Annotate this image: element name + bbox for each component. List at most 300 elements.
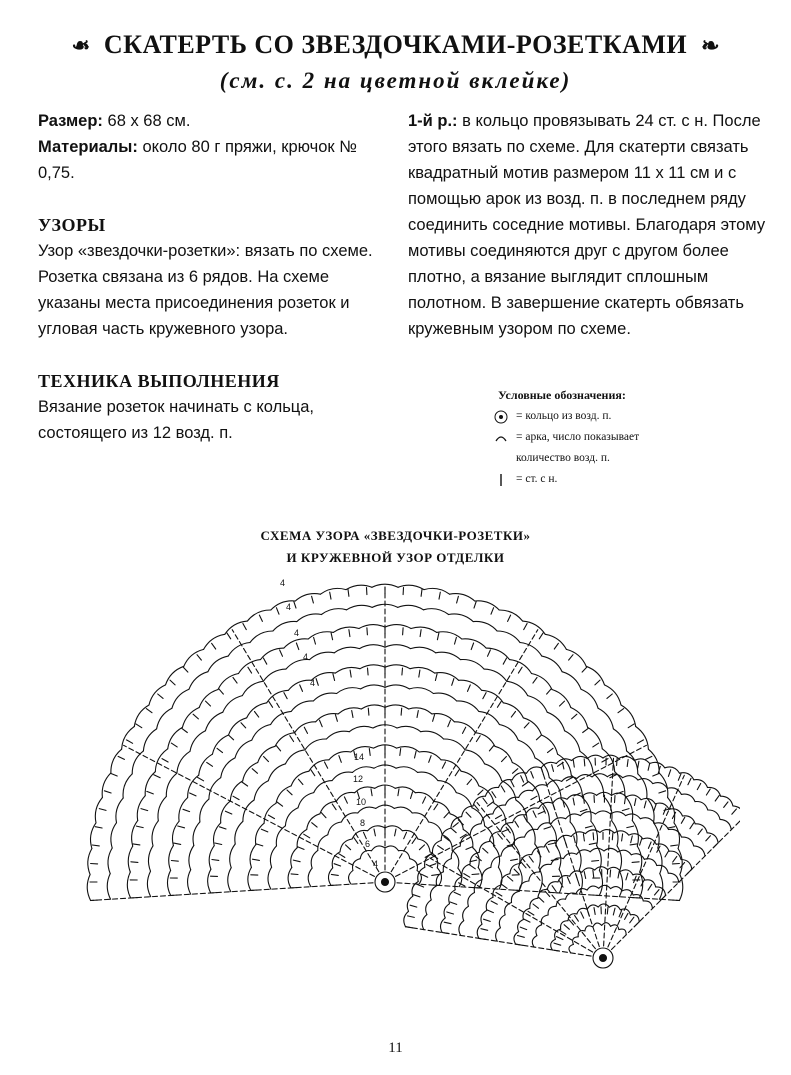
stitch-mark <box>215 843 222 845</box>
arch-count-label: 4 <box>286 602 292 612</box>
arch-mark <box>591 821 598 845</box>
arch-mark <box>332 772 352 781</box>
arch-mark <box>409 688 433 694</box>
arch-mark <box>328 822 342 835</box>
arch-mark <box>421 731 444 739</box>
stitch-mark <box>630 917 634 923</box>
arch-mark <box>460 659 484 669</box>
stitch-mark <box>610 870 611 877</box>
arch-mark <box>655 803 669 809</box>
stitch-mark <box>618 709 624 713</box>
stitch-mark <box>421 874 427 877</box>
stitch-mark <box>444 922 451 924</box>
stitch-mark <box>489 746 493 751</box>
stitch-mark <box>127 740 133 743</box>
arch-mark <box>548 906 556 915</box>
patterns-heading: УЗОРЫ <box>38 215 106 235</box>
arch-mark <box>411 627 437 632</box>
arch-mark <box>223 696 243 713</box>
stitch-mark <box>458 820 463 825</box>
stitch-mark <box>593 833 594 840</box>
stitch-mark <box>162 759 168 762</box>
stitch-mark <box>574 836 576 843</box>
arch-mark <box>411 647 436 653</box>
stitch-mark <box>648 884 652 890</box>
arch-mark <box>360 665 385 669</box>
stitch-mark <box>511 781 514 787</box>
stitch-mark <box>408 916 415 918</box>
arch-mark <box>291 848 297 868</box>
stitch-mark <box>276 608 279 615</box>
stitch-mark <box>522 782 528 786</box>
stitch-mark <box>521 863 526 868</box>
stitch-mark <box>331 633 333 640</box>
arch-mark <box>436 652 461 659</box>
stitch-mark <box>497 701 501 707</box>
stitch-mark <box>533 678 537 684</box>
arch-mark <box>496 928 501 942</box>
rosette-center <box>382 879 389 886</box>
arch-mark <box>205 712 222 731</box>
row1-paragraph <box>408 108 768 342</box>
stitch-mark <box>698 829 702 835</box>
arch-mark <box>385 645 411 649</box>
stitch-mark <box>646 756 652 759</box>
arch-mark <box>270 846 276 867</box>
stitch-mark <box>566 777 572 780</box>
stitch-mark <box>147 791 154 794</box>
arch-mark <box>576 846 581 870</box>
stitch-mark <box>463 727 466 733</box>
stitch-mark <box>368 668 369 675</box>
stitch-mark <box>259 615 262 621</box>
stitch-mark <box>589 843 596 844</box>
stitch-mark <box>364 832 367 838</box>
spoke-mark <box>430 858 593 952</box>
stitch-mark <box>207 762 213 766</box>
spoke-mark <box>406 927 592 956</box>
arch-mark <box>368 826 385 831</box>
page-number: 11 <box>388 1040 403 1056</box>
materials-value: около 80 г пряжи, крючок № 0,75. <box>38 138 357 182</box>
arch-mark <box>499 725 518 741</box>
stitch-mark <box>466 847 473 850</box>
left-column <box>38 108 378 446</box>
stitch-mark <box>367 628 368 635</box>
arch-mark <box>519 790 533 797</box>
stitch-mark <box>724 802 728 808</box>
stitch-mark <box>584 872 586 879</box>
arch-mark <box>444 739 465 750</box>
arch-mark <box>547 882 558 890</box>
arch-mark <box>499 915 505 928</box>
arch-mark <box>572 756 588 760</box>
arch-mark <box>424 588 450 594</box>
arch-mark <box>95 798 102 823</box>
arch-mark <box>590 848 604 852</box>
arch-mark <box>629 834 643 839</box>
arch-mark <box>450 594 475 601</box>
arch-mark <box>276 826 285 846</box>
arch-mark <box>305 739 326 750</box>
arch-mark <box>565 731 580 752</box>
stitch-mark <box>592 861 599 862</box>
stitch-mark <box>339 854 345 858</box>
stitch-mark <box>284 693 287 699</box>
stitch-mark <box>212 860 219 861</box>
stitch-mark <box>531 772 534 779</box>
arch-symbol-icon <box>490 433 512 443</box>
stitch-mark <box>131 862 138 863</box>
stitch-mark <box>637 740 643 743</box>
stitch-mark <box>141 809 148 811</box>
stitch-mark <box>612 833 613 840</box>
arch-mark <box>338 708 361 714</box>
right-column <box>408 108 768 342</box>
arch-mark <box>566 814 581 819</box>
arch-mark <box>562 672 581 690</box>
stitch-mark <box>488 650 491 656</box>
arch-mark <box>653 783 668 789</box>
stitch-mark <box>470 865 476 869</box>
stitch-mark <box>464 874 470 878</box>
stitch-mark <box>412 838 416 844</box>
stitch-mark <box>182 728 188 732</box>
arch-mark <box>148 846 153 871</box>
arch-mark <box>256 823 265 845</box>
stitch-mark <box>219 827 226 829</box>
arch-mark <box>497 631 520 643</box>
stitch-mark <box>296 643 298 650</box>
stitch-mark <box>146 709 152 713</box>
stitch-mark <box>538 811 544 814</box>
arch-mark <box>619 929 626 935</box>
arch-mark <box>291 701 313 711</box>
arch-mark <box>605 685 622 705</box>
stitch-mark <box>584 759 585 766</box>
technique-heading: ТЕХНИКА ВЫПОЛНЕНИЯ <box>38 371 280 391</box>
stitch-mark <box>276 746 280 751</box>
stitch-mark <box>483 798 487 804</box>
arch-mark <box>127 872 130 898</box>
stitch-mark <box>311 770 315 776</box>
stitch-mark <box>539 897 544 902</box>
stitch-mark <box>583 834 584 841</box>
arch-mark <box>235 740 252 758</box>
stitch-mark <box>491 901 497 904</box>
arch-mark <box>134 705 149 727</box>
arch-mark <box>102 773 111 798</box>
stitch-mark <box>533 904 539 908</box>
stitch-mark <box>335 715 337 722</box>
arch-mark <box>536 925 542 936</box>
row-number-label: 8 <box>360 818 366 828</box>
arch-mark <box>528 696 548 713</box>
arch-mark <box>189 672 208 690</box>
stitch-mark <box>429 756 431 763</box>
stitch-mark <box>437 633 439 640</box>
arch-mark <box>242 681 263 695</box>
arch-mark <box>310 652 335 659</box>
stitch-mark <box>256 844 263 846</box>
stitch-mark <box>439 592 440 599</box>
rosette-center <box>600 955 607 962</box>
arch-mark <box>314 781 332 793</box>
stitch-mark <box>229 735 234 740</box>
arch-mark <box>659 773 668 798</box>
arch-mark <box>532 936 537 948</box>
arch-count-label: 4 <box>303 652 309 662</box>
stitch-mark <box>354 838 358 844</box>
stitch-mark <box>298 847 305 850</box>
stitch-mark <box>118 756 124 759</box>
arch-mark <box>612 793 627 797</box>
stitch-mark <box>442 762 445 768</box>
arch-mark <box>429 822 443 835</box>
arch-mark <box>611 887 623 891</box>
stitch-mark <box>575 915 579 921</box>
arch-mark <box>454 722 475 733</box>
stitch-mark <box>518 667 522 673</box>
stitch-mark <box>655 890 660 895</box>
stitch-mark <box>242 782 248 786</box>
arch-mark <box>637 846 641 872</box>
stitch-mark <box>487 802 493 806</box>
spoke-mark <box>612 817 741 950</box>
arch-mark <box>426 900 432 915</box>
arch-mark <box>172 689 189 708</box>
arch-mark <box>566 649 586 666</box>
stitch-mark <box>468 685 471 692</box>
arch-mark <box>667 788 681 795</box>
stitch-mark <box>552 886 556 892</box>
stitch-mark <box>518 936 525 938</box>
arch-mark <box>511 891 519 902</box>
stitch-mark <box>332 804 336 810</box>
stitch-mark <box>622 809 629 811</box>
stitch-mark <box>334 864 341 866</box>
stitch-mark <box>298 779 303 784</box>
arch-mark <box>360 645 386 649</box>
arch-mark <box>252 725 271 741</box>
arch-mark <box>385 826 402 831</box>
stitch-mark <box>294 601 296 608</box>
arch-mark <box>261 648 284 660</box>
stitch-mark <box>483 693 486 699</box>
arch-mark <box>598 708 613 729</box>
stitch-mark <box>496 892 502 896</box>
arch-mark <box>286 750 306 764</box>
stitch-mark <box>346 845 351 850</box>
stitch-mark <box>668 827 675 828</box>
stitch-mark <box>348 589 349 596</box>
stitch-mark <box>632 862 639 863</box>
stitch-mark <box>476 736 480 742</box>
stitch-mark <box>503 658 506 664</box>
stitch-mark <box>487 910 493 913</box>
arch-mark <box>88 849 92 875</box>
stitch-mark <box>158 694 163 698</box>
arch-mark <box>326 731 349 739</box>
arch-mark <box>638 774 647 798</box>
stitch-mark <box>314 637 316 644</box>
arch-mark <box>547 780 562 785</box>
arch-mark <box>695 802 708 810</box>
stitch-symbol-icon <box>490 473 512 487</box>
stitch-mark <box>320 720 323 727</box>
legend-ring-text: = кольцо из возд. п. <box>516 410 612 422</box>
stitch-mark <box>648 764 650 771</box>
stitch-mark <box>212 643 216 649</box>
arch-mark <box>721 796 733 806</box>
arch-mark <box>407 896 413 911</box>
arch-mark <box>514 932 519 945</box>
arch-mark <box>169 846 174 871</box>
arch-mark <box>385 705 409 709</box>
stitch-mark <box>617 759 618 766</box>
stitch-mark <box>548 843 555 845</box>
arch-mark <box>461 771 479 786</box>
stitch-mark <box>478 790 483 795</box>
arch-mark <box>535 758 549 778</box>
row1-text: в кольцо провязывать 24 ст. с н. После этого вязать по схеме. Для скатерти связать квадратный мотив размером 11 х 11 см и с помощью арок из возд. п. в последнем ряду соединить соседние мотивы. Благодаря этому мотивы соединяются друг с другом более плотно, а вязание выглядит сплошным полотном. В завершение скатерть обвязать кружевным узором по схеме. <box>408 112 766 338</box>
stitch-mark <box>291 874 298 875</box>
stitch-mark <box>171 861 178 862</box>
arch-mark <box>547 712 564 731</box>
stitch-mark <box>511 712 515 718</box>
arch-mark <box>172 821 179 845</box>
stitch-mark <box>457 596 459 603</box>
arch-mark <box>308 868 312 887</box>
stitch-mark <box>634 876 637 883</box>
stitch-mark <box>618 871 619 878</box>
arch-mark <box>409 708 432 714</box>
stitch-mark <box>321 813 326 818</box>
arch-mark <box>520 855 531 864</box>
legend <box>490 385 740 490</box>
arch-mark <box>613 729 626 751</box>
arch-mark <box>479 841 489 852</box>
stitch-mark <box>197 655 201 660</box>
arch-mark <box>694 846 705 856</box>
stitch-mark <box>484 919 491 921</box>
stitch-mark <box>533 811 536 817</box>
stitch-mark <box>136 724 142 728</box>
page-title <box>0 30 791 60</box>
arch-mark <box>451 817 462 829</box>
stitch-mark <box>104 791 111 793</box>
arch-mark <box>658 848 662 874</box>
stitch-mark <box>432 874 439 875</box>
stitch-mark <box>350 670 351 677</box>
arch-mark <box>111 823 117 848</box>
arch-mark <box>221 758 235 778</box>
arch-mark <box>518 740 535 758</box>
stitch-mark <box>528 911 534 915</box>
materials-label: Материалы: <box>38 138 138 156</box>
arch-mark <box>361 705 385 709</box>
stitch-mark <box>580 809 587 811</box>
arch-mark <box>353 767 375 773</box>
stitch-mark <box>496 815 502 819</box>
stitch-mark <box>627 760 628 767</box>
arch-mark <box>347 605 373 609</box>
stitch-mark <box>715 795 719 801</box>
stitch-mark <box>640 839 642 846</box>
stitch-mark <box>411 792 413 799</box>
stitch-mark <box>225 811 231 814</box>
arch-mark <box>643 901 652 909</box>
stitch-mark <box>732 809 737 814</box>
arch-mark <box>184 649 204 666</box>
chart-title-line-2: И КРУЖЕВНОЙ УЗОР ОТДЕЛКИ <box>286 550 505 565</box>
stitch-mark <box>99 809 106 811</box>
stitch-mark <box>171 743 177 747</box>
legend-stitch-text: = ст. с н. <box>516 473 558 485</box>
stitch-mark <box>581 912 584 918</box>
stitch-mark <box>154 775 160 778</box>
stitch-mark <box>607 907 608 914</box>
page-subtitle: (см. с. 2 на цветной вклейке) <box>219 68 572 93</box>
spoke-mark <box>124 745 375 876</box>
stitch-mark <box>300 685 303 692</box>
arch-mark <box>470 824 481 835</box>
arch-mark <box>263 669 286 681</box>
arch-mark <box>525 829 538 837</box>
arch-mark <box>157 708 172 729</box>
stitch-mark <box>635 799 636 806</box>
stitch-mark <box>501 786 505 792</box>
stitch-mark <box>653 773 660 776</box>
stitch-mark <box>520 927 527 930</box>
stitch-mark <box>536 735 541 740</box>
arch-mark <box>423 609 448 615</box>
arch-mark <box>422 915 427 930</box>
stitch-mark <box>352 711 353 718</box>
arch-mark <box>433 693 456 701</box>
stitch-mark <box>255 712 259 718</box>
arch-mark <box>359 625 385 629</box>
arch-count-label: 4 <box>294 628 300 638</box>
arch-mark <box>481 910 487 924</box>
stitch-mark <box>268 815 274 819</box>
arch-mark <box>190 731 205 752</box>
arch-mark <box>599 885 611 888</box>
stitch-mark <box>539 633 543 639</box>
arch-mark <box>398 585 424 589</box>
stitch-mark <box>264 757 269 762</box>
arch-mark <box>441 918 446 933</box>
arch-mark <box>659 874 662 900</box>
arch-mark <box>614 831 628 835</box>
arch-mark <box>648 749 659 773</box>
legend-ring <box>490 406 740 427</box>
arch-mark <box>285 808 298 826</box>
stitch-mark <box>681 817 685 823</box>
legend-arch-text: = арка, число показывает <box>516 431 640 443</box>
stitch-mark <box>706 789 710 795</box>
arch-mark <box>631 854 644 860</box>
row1-label: 1-й р.: <box>408 112 458 130</box>
stitch-mark <box>595 680 600 685</box>
stitch-mark <box>133 844 140 845</box>
arch-mark <box>228 643 250 657</box>
arch-mark <box>193 822 200 846</box>
arch-mark <box>295 722 316 733</box>
stitch-mark <box>665 851 669 857</box>
arch-mark <box>410 667 435 673</box>
stitch-mark <box>206 701 211 706</box>
